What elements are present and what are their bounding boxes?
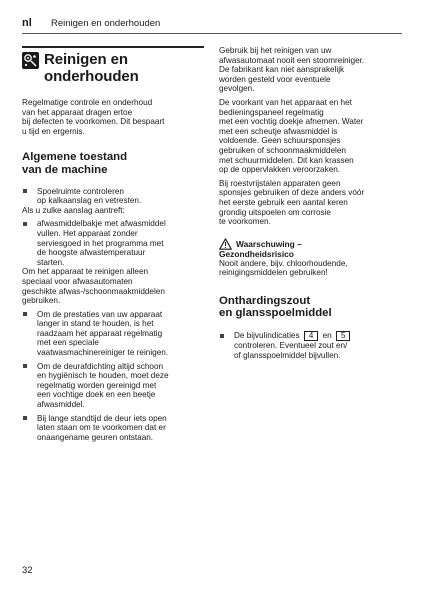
- paragraph-steam-cleaner: Gebruik bij het reinigen van uw afwasautomaat nooit een stoomreiniger. De fabrikant kan niet aansprakelijk worden gesteld voor eventuele gevolgen.: [219, 46, 365, 94]
- list-item: Om de prestaties van uw apparaat langer in stand te houden, is het raadzaam het apparaat regelmatig met een speciale vaatwasmachinereiniger te reinigen.: [22, 310, 204, 358]
- list-item: Om de deurafdichting altijd schoon en hygiënisch te houden, moet deze regelmatig worden gereinigd met een vochtige doek en een beetje afwasmiddel.: [22, 362, 204, 410]
- title-rule: [22, 46, 204, 48]
- warning-text: Nooit andere, bijv. chloorhoudende, reinigingsmiddelen gebruiken!: [219, 258, 348, 278]
- page-number: 32: [22, 565, 33, 576]
- language-code: nl: [22, 17, 32, 29]
- indicator-key-4: 4: [304, 331, 318, 341]
- section-heading-salt: Onthardingszout en glansspoelmiddel: [219, 294, 332, 320]
- intro-paragraph: Regelmatige controle en onderhoud van het apparaat dragen ertoe bij defecten te voorkomen. Dit bespaart u tijd en ergernis.: [22, 98, 165, 136]
- paragraph-front-panel: De voorkant van het apparaat en het bedieningspaneel regelmatig met een vochtig doekje afnemen. Water met een scheutje afwasmiddel is voldoende. Geen schuursponsjes gebruiken of schoonmaakmiddelen met schuurmiddelen. Dit kan krassen op de oppervlakken veroorzaken.: [219, 97, 364, 175]
- right-column: [219, 46, 404, 360]
- bullet-square: [23, 312, 27, 316]
- cleaning-icon: [22, 52, 39, 69]
- indicator-key-5: 5: [336, 331, 350, 341]
- bullet-square: [23, 189, 27, 193]
- header-section-title: Reinigen en onderhouden: [51, 18, 161, 29]
- chapter-title-block: [22, 51, 204, 85]
- list-item: Spoelruimte controleren op kalkaanslag en vetresten.: [22, 187, 204, 206]
- list-item: Bij lange standtijd de deur iets open laten staan om te voorkomen dat er onaangename geuren ontstaan.: [22, 414, 204, 443]
- paragraph-stainless-steel: Bij roestvrijstalen apparaten geen sponsjes gebruiken of deze anders vóór het eerste gebruik een aantal keren grondig uitspoelen om corrosie te voorkomen.: [219, 178, 365, 227]
- paragraph-condition: Als u zulke aanslag aantreft:: [22, 205, 125, 215]
- warning-subtitle: Gezondheidsrisico: [219, 248, 294, 259]
- left-column: [22, 46, 204, 442]
- header-divider: [22, 33, 402, 34]
- paragraph-cleaning-agents: Om het apparaat te reinigen alleen speciaal voor afwasautomaten geschikte afwas-/schoonmaakmiddelen gebruiken.: [22, 267, 165, 306]
- list-item: afwasmiddelbakje met afwasmiddel vullen. Het apparaat zonder serviesgoed in het programma met de hoogste afwastemperatuur starten.: [22, 219, 204, 267]
- warning-heading: Waarschuwing –: [219, 239, 404, 249]
- list-item: De bijvulindicaties 4 en 5 controleren. Eventueel zout en/ of glansspoelmiddel bijvullen.: [219, 331, 404, 360]
- bullet-square: [23, 222, 27, 226]
- bullet-square: [23, 364, 27, 368]
- chapter-title: Reinigen en onderhouden: [44, 51, 139, 85]
- page-header: [22, 17, 402, 31]
- section-heading-general: Algemene toestand van de machine: [22, 151, 128, 176]
- bullet-square: [23, 416, 27, 420]
- bullet-square: [220, 334, 224, 338]
